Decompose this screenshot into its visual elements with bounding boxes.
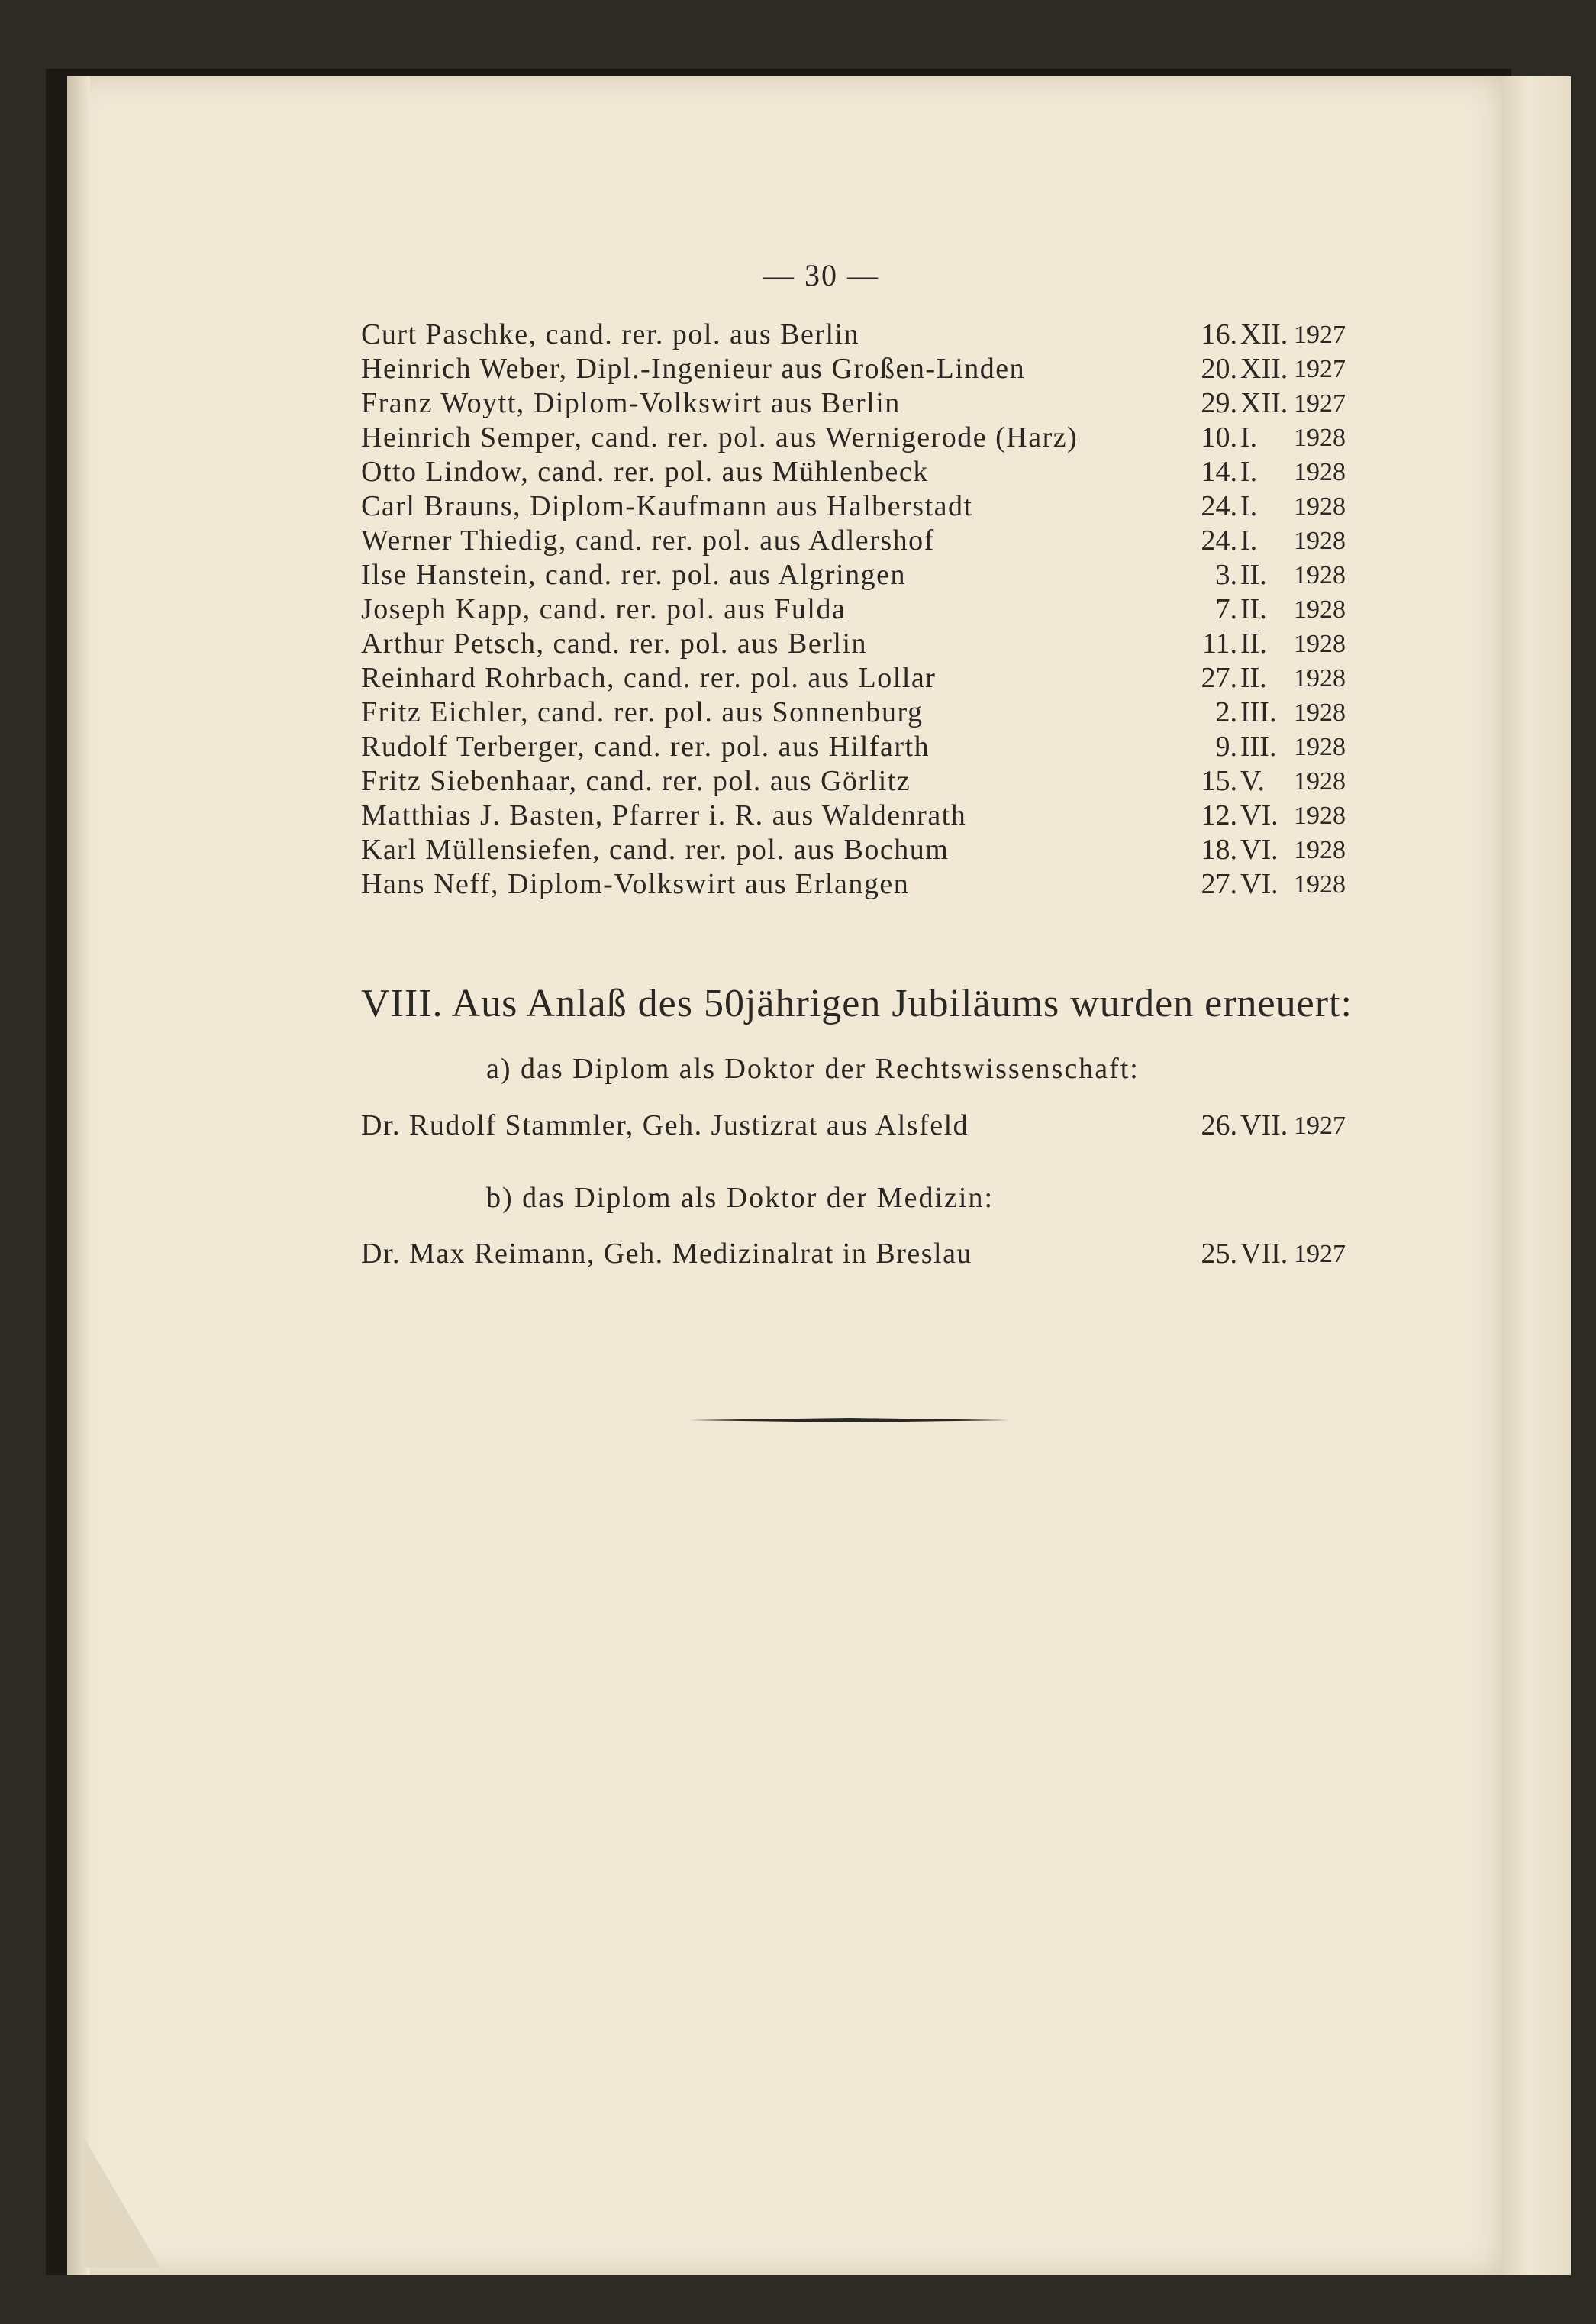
graduate-day: 14. <box>1201 456 1237 488</box>
graduate-month: II. <box>1240 593 1267 625</box>
section-viii-part-a-heading: a) das Diplom als Doktor der Rechtswissenschaft: <box>486 1053 1140 1085</box>
graduate-row <box>361 524 1346 558</box>
entry-day: 26. <box>1201 1109 1237 1141</box>
graduate-year: 1928 <box>1294 630 1346 658</box>
graduate-name: Rudolf Terberger, cand. rer. pol. aus Hilfarth <box>361 731 930 763</box>
graduate-row <box>361 489 1346 524</box>
entry-year: 1927 <box>1294 1240 1346 1268</box>
graduate-name: Otto Lindow, cand. rer. pol. aus Mühlenbeck <box>361 456 929 488</box>
graduate-name: Karl Müllensiefen, cand. rer. pol. aus Bochum <box>361 834 950 866</box>
graduate-row <box>361 386 1346 421</box>
graduate-name: Curt Paschke, cand. rer. pol. aus Berlin <box>361 318 860 350</box>
graduate-year: 1928 <box>1294 870 1346 899</box>
graduate-row <box>361 352 1346 386</box>
graduate-row <box>361 867 1346 902</box>
graduate-name: Arthur Petsch, cand. rer. pol. aus Berlin <box>361 628 868 660</box>
graduate-row <box>361 592 1346 627</box>
graduate-month: V. <box>1240 765 1266 797</box>
graduate-day: 7. <box>1215 593 1237 625</box>
entry-name: Dr. Max Reimann, Geh. Medizinalrat in Breslau <box>361 1238 972 1270</box>
graduate-month: II. <box>1240 662 1267 694</box>
page-number: — 30 — <box>763 258 879 292</box>
graduate-row <box>361 730 1346 764</box>
section-viii-part-b-heading: b) das Diplom als Doktor der Medizin: <box>486 1182 995 1214</box>
graduate-year: 1928 <box>1294 802 1346 830</box>
graduate-month: XII. <box>1240 387 1288 419</box>
graduate-day: 9. <box>1215 731 1237 763</box>
graduate-month: VI. <box>1240 799 1278 831</box>
graduate-year: 1928 <box>1294 527 1346 555</box>
graduate-name: Joseph Kapp, cand. rer. pol. aus Fulda <box>361 593 846 625</box>
graduate-month: VI. <box>1240 868 1278 900</box>
graduate-day: 20. <box>1201 353 1237 385</box>
graduate-day: 24. <box>1201 525 1237 557</box>
graduate-day: 11. <box>1201 628 1237 660</box>
graduate-day: 12. <box>1201 799 1237 831</box>
graduate-year: 1927 <box>1294 389 1346 418</box>
graduate-row <box>361 421 1346 455</box>
entry-name: Dr. Rudolf Stammler, Geh. Justizrat aus Alsfeld <box>361 1109 969 1141</box>
graduate-day: 2. <box>1215 696 1237 728</box>
graduate-year: 1927 <box>1294 355 1346 383</box>
graduate-day: 27. <box>1201 868 1237 900</box>
graduate-name: Hans Neff, Diplom-Volkswirt aus Erlangen <box>361 868 910 900</box>
graduate-month: XII. <box>1240 318 1288 350</box>
graduate-row <box>361 696 1346 730</box>
graduate-year: 1928 <box>1294 664 1346 692</box>
graduate-month: XII. <box>1240 353 1288 385</box>
page-gutter-edge <box>67 76 90 2275</box>
graduate-month: I. <box>1240 490 1258 522</box>
graduate-name: Heinrich Semper, cand. rer. pol. aus Wernigerode (Harz) <box>361 421 1079 454</box>
graduate-row <box>361 558 1346 592</box>
entry-month: VII. <box>1240 1109 1288 1141</box>
graduate-list <box>361 318 1346 902</box>
next-page-edge <box>1502 76 1571 2275</box>
graduate-name: Matthias J. Basten, Pfarrer i. R. aus Waldenrath <box>361 799 967 831</box>
page-corner-fold <box>84 2138 160 2268</box>
graduate-day: 16. <box>1201 318 1237 350</box>
entry-month: VII. <box>1240 1238 1288 1270</box>
graduate-name: Fritz Eichler, cand. rer. pol. aus Sonnenburg <box>361 696 924 728</box>
graduate-day: 24. <box>1201 490 1237 522</box>
graduate-month: II. <box>1240 559 1267 591</box>
graduate-year: 1928 <box>1294 492 1346 521</box>
entry-day: 25. <box>1201 1238 1237 1270</box>
graduate-name: Ilse Hanstein, cand. rer. pol. aus Algringen <box>361 559 906 591</box>
graduate-month: VI. <box>1240 834 1278 866</box>
ornament-rule <box>689 1418 1010 1422</box>
graduate-month: III. <box>1240 696 1277 728</box>
graduate-row <box>361 455 1346 489</box>
graduate-year: 1928 <box>1294 767 1346 796</box>
graduate-year: 1927 <box>1294 321 1346 349</box>
graduate-row <box>361 627 1346 661</box>
graduate-day: 27. <box>1201 662 1237 694</box>
graduate-year: 1928 <box>1294 424 1346 452</box>
graduate-day: 3. <box>1215 559 1237 591</box>
graduate-name: Reinhard Rohrbach, cand. rer. pol. aus Lollar <box>361 662 937 694</box>
graduate-month: I. <box>1240 525 1258 557</box>
graduate-month: I. <box>1240 456 1258 488</box>
section-viii-part-a-entry <box>361 1109 1346 1143</box>
graduate-year: 1928 <box>1294 699 1346 727</box>
graduate-name: Carl Brauns, Diplom-Kaufmann aus Halberstadt <box>361 490 973 522</box>
graduate-name: Werner Thiedig, cand. rer. pol. aus Adlershof <box>361 525 935 557</box>
graduate-row <box>361 833 1346 867</box>
graduate-month: I. <box>1240 421 1258 454</box>
graduate-day: 10. <box>1201 421 1237 454</box>
graduate-row <box>361 661 1346 696</box>
section-viii-title: VIII. Aus Anlaß des 50jährigen Jubiläums wurden erneuert: <box>361 982 1353 1025</box>
section-viii-part-b-entry <box>361 1237 1346 1271</box>
graduate-year: 1928 <box>1294 836 1346 864</box>
graduate-day: 29. <box>1201 387 1237 419</box>
graduate-day: 18. <box>1201 834 1237 866</box>
graduate-row <box>361 799 1346 833</box>
graduate-month: II. <box>1240 628 1267 660</box>
graduate-year: 1928 <box>1294 561 1346 589</box>
graduate-row <box>361 764 1346 799</box>
graduate-name: Franz Woytt, Diplom-Volkswirt aus Berlin <box>361 387 901 419</box>
entry-year: 1927 <box>1294 1112 1346 1140</box>
graduate-day: 15. <box>1201 765 1237 797</box>
graduate-name: Fritz Siebenhaar, cand. rer. pol. aus Görlitz <box>361 765 911 797</box>
graduate-year: 1928 <box>1294 458 1346 486</box>
graduate-row <box>361 318 1346 352</box>
graduate-name: Heinrich Weber, Dipl.-Ingenieur aus Großen-Linden <box>361 353 1026 385</box>
graduate-year: 1928 <box>1294 733 1346 761</box>
graduate-month: III. <box>1240 731 1277 763</box>
graduate-year: 1928 <box>1294 596 1346 624</box>
